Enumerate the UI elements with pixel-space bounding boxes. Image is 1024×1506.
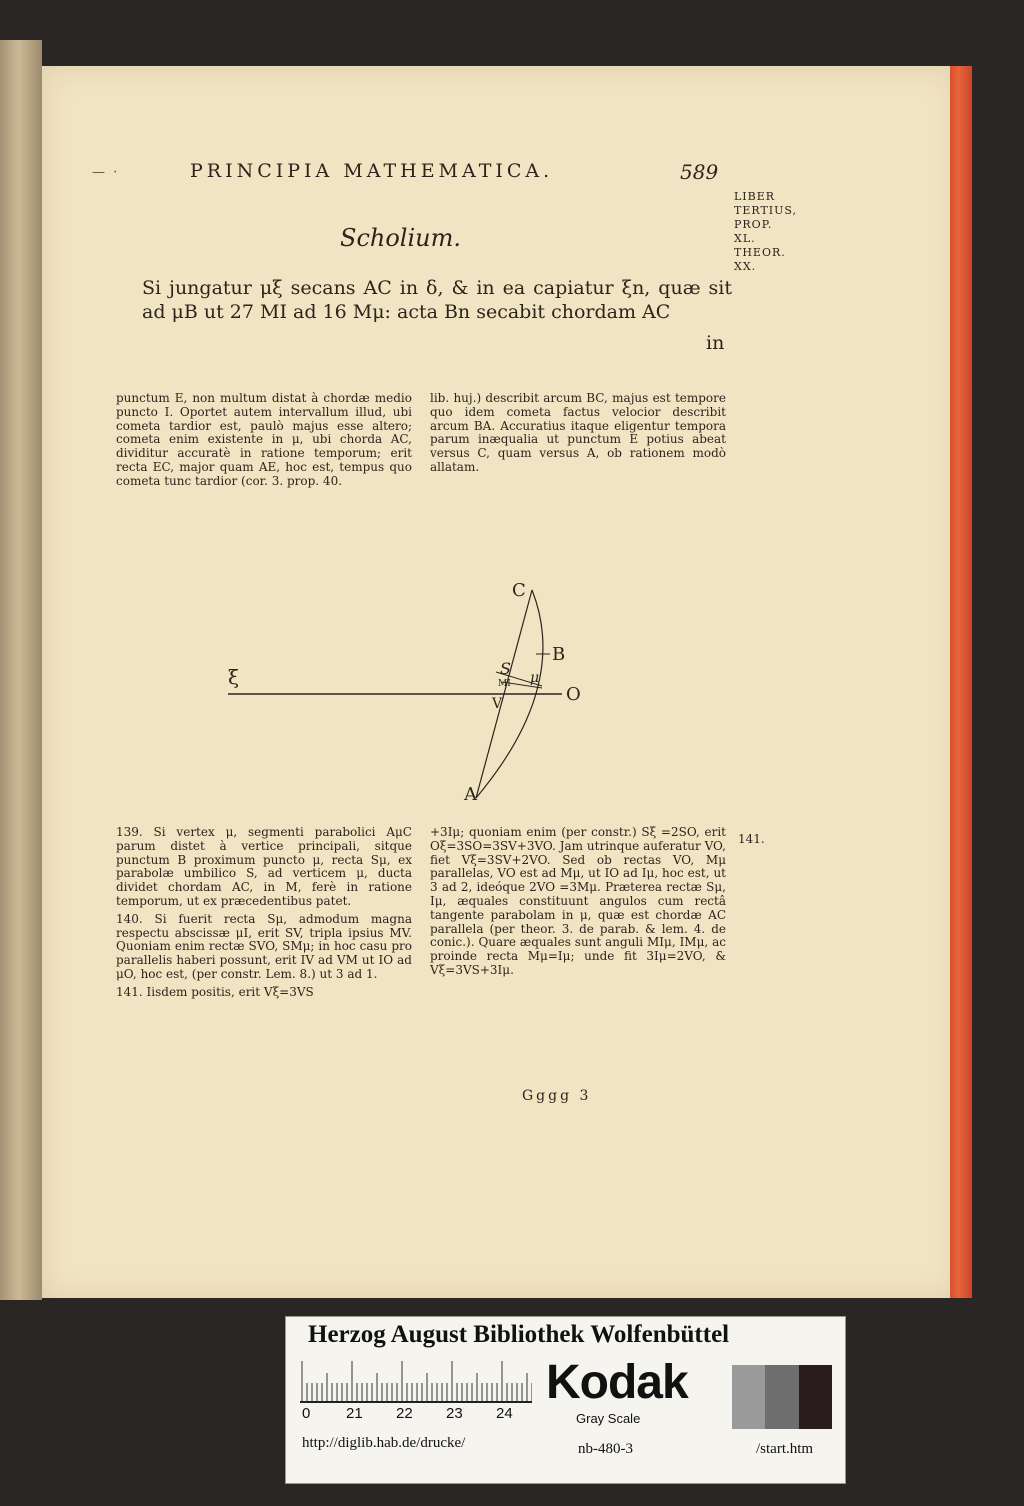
margin-note-line: TERTIUS,: [734, 204, 798, 217]
running-head: PRINCIPIA MATHEMATICA.: [190, 160, 554, 182]
bottom-right-column: +3Iμ; quoniam enim (per constr.) Sξ =2SO, erit Oξ=3SO=3SV+3VO. Jam utrinque auferatur VO, fiet Vξ=3SV+2VO. Sed ob rectas VO, Mμ parallelas, VO est ad Mμ, ut IO ad Iμ, hoc est, ut 3 ad 2, ideóque 2VO =3Mμ. Præterea rectæ Sμ, Iμ, æquales constituunt angulos cum rectâ tangente parabolam in μ, quæ est chordæ AC parallela (per theor. 3. de parab. & lem. 4. de conic.). Quare æquales sunt anguli MIμ, IMμ, ac proinde recta Mμ=Iμ; unde fit 3Iμ=2VO, & Vξ=3VS+3Iμ.: [430, 825, 726, 977]
card-url: http://diglib.hab.de/drucke/: [302, 1435, 466, 1451]
parabola-figure: [220, 576, 600, 806]
card-start: /start.htm: [756, 1441, 814, 1457]
gray-patch: [799, 1365, 832, 1429]
colored-page-edge: [950, 66, 972, 1298]
facing-page-edge: [0, 40, 42, 1300]
ruler-label: 24: [496, 1405, 513, 1422]
top-left-column: punctum E, non multum distat à chordæ medio puncto I. Oportet autem intervallum illud, ubi cometa tardior est, paulò majus esse altero; cometa enim existente in μ, ubi chorda AC, dividitur accuratè in ratione temporum; erit recta EC, major quam AE, hoc est, tempus quo cometa tunc tardior (cor. 3. prop. 40.: [116, 391, 412, 488]
ruler-label: 23: [446, 1405, 463, 1422]
gray-patch: [765, 1365, 798, 1429]
margin-note-line: XX.: [734, 260, 757, 273]
intro-paragraph: Si jungatur μξ secans AC in δ, & in ea capiatur ξn, quæ sit ad μB ut 27 MI ad 16 Mμ: acta Bn secabit chordam AC: [142, 277, 732, 323]
paragraph-140: 140. Si fuerit recta Sμ, admodum magna respectu abscissæ μI, erit SV, tripla ipsius MV. Quoniam enim rectæ SVO, SMμ; in hoc casu pro parallelis haberi possunt, erit IV ad VM ut IO ad μO, hoc est, (per constr. Lem. 8.) ut 3 ad 1.: [116, 911, 412, 981]
kodak-logo: Kodak: [546, 1356, 688, 1409]
paragraph-139: 139. Si vertex μ, segmenti parabolici AμC parum distet à vertice principali, sitque punctum B proximum puncto μ, recta Sμ, ex parabolæ umbilico S, ad verticem μ, ducta dividet chordam AC, in M, ferè in ratione temporum, ut ex præcedentibus patet.: [116, 825, 412, 908]
margin-note-line: LIBER: [734, 190, 776, 203]
ruler-scale: [300, 1357, 532, 1403]
card-title: Herzog August Bibliothek Wolfenbüttel: [308, 1321, 730, 1348]
label-b: B: [552, 644, 566, 665]
top-right-column: lib. huj.) describit arcum BC, majus est tempore quo idem cometa factus velocior describit arcum BA. Accuratius itaque eligentur tempora parum inæqualia ut punctum E potius abeat versus C, quam versus A, ob rationem modò allatam.: [430, 391, 726, 474]
ruler-label: 0: [302, 1405, 311, 1422]
margin-note-line: XL.: [734, 232, 756, 245]
label-a: A: [464, 784, 477, 805]
label-c: C: [512, 580, 526, 601]
side-number: 141.: [738, 832, 765, 846]
label-s: S: [500, 659, 511, 678]
intro-last-word: in: [706, 332, 725, 354]
paragraph-141: 141. Iisdem positis, erit Vξ=3VS: [116, 984, 314, 999]
label-o: O: [566, 684, 581, 705]
card-id: nb-480-3: [578, 1441, 633, 1457]
head-mark: — ·: [92, 165, 120, 180]
gray-patches: [732, 1365, 832, 1429]
ruler-label: 22: [396, 1405, 413, 1422]
label-xi: ξ: [228, 665, 240, 689]
gray-scale-label: Gray Scale: [576, 1411, 641, 1426]
label-v: V: [492, 696, 503, 712]
page-number: 589: [680, 160, 719, 184]
margin-note: [734, 190, 814, 274]
library-card: [285, 1316, 846, 1484]
label-mi: MI: [498, 679, 511, 689]
label-mu: μ: [530, 670, 540, 686]
margin-note-line: THEOR.: [734, 246, 786, 259]
signature-mark: Gggg 3: [522, 1088, 592, 1104]
margin-note-line: PROP.: [734, 218, 773, 231]
section-title: Scholium.: [340, 224, 461, 252]
gray-patch: [732, 1365, 765, 1429]
ruler-label: 21: [346, 1405, 363, 1422]
bottom-left-column: [116, 826, 412, 1004]
